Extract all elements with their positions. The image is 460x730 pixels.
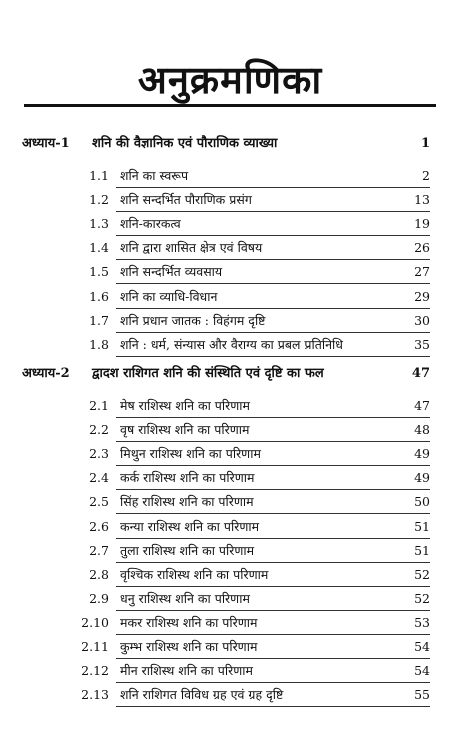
section-number: 1.4	[89, 240, 109, 256]
section-page-number: 53	[414, 614, 430, 630]
toc-section-row[interactable]	[0, 309, 460, 333]
section-page-number: 29	[414, 288, 430, 304]
section-number: 1.7	[89, 312, 109, 328]
row-underline	[116, 706, 430, 707]
section-page-number: 54	[414, 639, 430, 654]
section-number: 2.4	[89, 470, 109, 486]
section-page-number: 55	[414, 687, 430, 703]
section-number: 2.13	[81, 687, 109, 703]
toc-chapter-row[interactable]	[0, 362, 460, 386]
toc-section-row[interactable]	[0, 188, 460, 212]
section-page-number: 26	[414, 240, 430, 256]
toc-section-row[interactable]	[0, 418, 460, 442]
toc-section-row[interactable]	[0, 563, 460, 587]
section-number: 1.2	[89, 192, 109, 208]
toc-section-row[interactable]	[0, 285, 460, 309]
section-title: वृष राशिस्थ शनि का परिणाम	[120, 422, 250, 438]
section-title: शनि-कारकत्व	[120, 216, 181, 232]
section-page-number: 48	[414, 422, 430, 438]
section-title: मीन राशिस्थ शनि का परिणाम	[120, 663, 253, 679]
chapter-title: शनि की वैज्ञानिक एवं पौराणिक व्याख्या	[92, 136, 278, 151]
section-number: 2.11	[81, 639, 109, 654]
section-number: 2.6	[89, 518, 109, 534]
page-title: अनुक्रमणिका	[137, 57, 323, 102]
toc-section-row[interactable]	[0, 683, 460, 707]
section-title: शनि राशिगत विविध ग्रह एवं ग्रह दृष्टि	[120, 687, 284, 703]
section-title: शनि सन्दर्भित व्यवसाय	[120, 264, 223, 280]
toc-section-row[interactable]	[0, 442, 460, 466]
section-number: 2.5	[89, 494, 109, 510]
row-underline	[116, 356, 430, 357]
section-page-number: 27	[414, 264, 430, 280]
section-page-number: 30	[414, 312, 430, 328]
toc-section-row[interactable]	[0, 635, 460, 659]
section-title: वृश्चिक राशिस्थ शनि का परिणाम	[120, 566, 269, 582]
toc-section-row[interactable]	[0, 539, 460, 563]
section-page-number: 47	[414, 398, 430, 413]
toc-section-row[interactable]	[0, 333, 460, 357]
section-page-number: 51	[414, 518, 430, 534]
section-page-number: 13	[414, 192, 430, 208]
section-page-number: 52	[414, 590, 430, 606]
section-page-number: 50	[414, 494, 430, 510]
section-page-number: 49	[414, 446, 430, 462]
section-number: 1.6	[89, 288, 109, 304]
toc-section-row[interactable]	[0, 659, 460, 683]
section-number: 2.8	[89, 566, 109, 582]
section-title: मिथुन राशिस्थ शनि का परिणाम	[120, 446, 261, 462]
toc-section-row[interactable]	[0, 236, 460, 260]
section-title: मेष राशिस्थ शनि का परिणाम	[120, 398, 250, 413]
section-page-number: 35	[414, 336, 430, 352]
section-title: शनि : धर्म, संन्यास और वैराग्य का प्रबल प्रतिनिधि	[120, 336, 343, 352]
section-number: 2.2	[89, 422, 109, 438]
chapter-page-number: 47	[411, 366, 430, 381]
section-title: धनु राशिस्थ शनि का परिणाम	[120, 590, 250, 606]
toc-section-row[interactable]	[0, 212, 460, 236]
section-title: शनि का स्वरूप	[120, 168, 189, 183]
section-title: कर्क राशिस्थ शनि का परिणाम	[120, 470, 255, 486]
section-title: कुम्भ राशिस्थ शनि का परिणाम	[120, 639, 258, 654]
section-page-number: 19	[414, 216, 430, 232]
section-page-number: 49	[414, 470, 430, 486]
section-number: 2.9	[89, 590, 109, 606]
section-number: 1.3	[89, 216, 109, 232]
section-page-number: 51	[414, 542, 430, 558]
section-title: तुला राशिस्थ शनि का परिणाम	[120, 542, 255, 558]
section-page-number: 2	[422, 168, 430, 183]
toc-chapter-row[interactable]	[0, 132, 460, 156]
toc-section-row[interactable]	[0, 587, 460, 611]
toc-section-row[interactable]	[0, 466, 460, 490]
section-number: 2.12	[81, 663, 109, 679]
section-page-number: 52	[414, 566, 430, 582]
section-number: 1.8	[89, 336, 109, 352]
chapter-page-number: 1	[420, 136, 430, 151]
toc-section-row[interactable]	[0, 260, 460, 284]
title-divider	[24, 104, 436, 107]
section-title: शनि का व्याधि-विधान	[120, 288, 218, 304]
section-number: 2.3	[89, 446, 109, 462]
toc-section-row[interactable]	[0, 394, 460, 418]
section-number: 1.1	[89, 168, 109, 183]
section-number: 1.5	[89, 264, 109, 280]
section-title: सिंह राशिस्थ शनि का परिणाम	[120, 494, 254, 510]
section-number: 2.7	[89, 542, 109, 558]
section-title: मकर राशिस्थ शनि का परिणाम	[120, 614, 258, 630]
section-title: शनि प्रधान जातक : विहंगम दृष्टि	[120, 312, 266, 328]
section-title: शनि सन्दर्भित पौराणिक प्रसंग	[120, 192, 252, 208]
chapter-label: अध्याय-1	[22, 136, 70, 151]
toc-section-row[interactable]	[0, 164, 460, 188]
chapter-label: अध्याय-2	[22, 366, 70, 381]
toc-section-row[interactable]	[0, 611, 460, 635]
section-page-number: 54	[414, 663, 430, 679]
toc-section-row[interactable]	[0, 515, 460, 539]
section-title: शनि द्वारा शासित क्षेत्र एवं विषय	[120, 240, 263, 256]
toc-section-row[interactable]	[0, 490, 460, 514]
chapter-title: द्वादश राशिगत शनि की संस्थिति एवं दृष्टि का फल	[92, 366, 324, 381]
section-number: 2.1	[89, 398, 109, 413]
section-title: कन्या राशिस्थ शनि का परिणाम	[120, 518, 260, 534]
section-number: 2.10	[81, 614, 109, 630]
